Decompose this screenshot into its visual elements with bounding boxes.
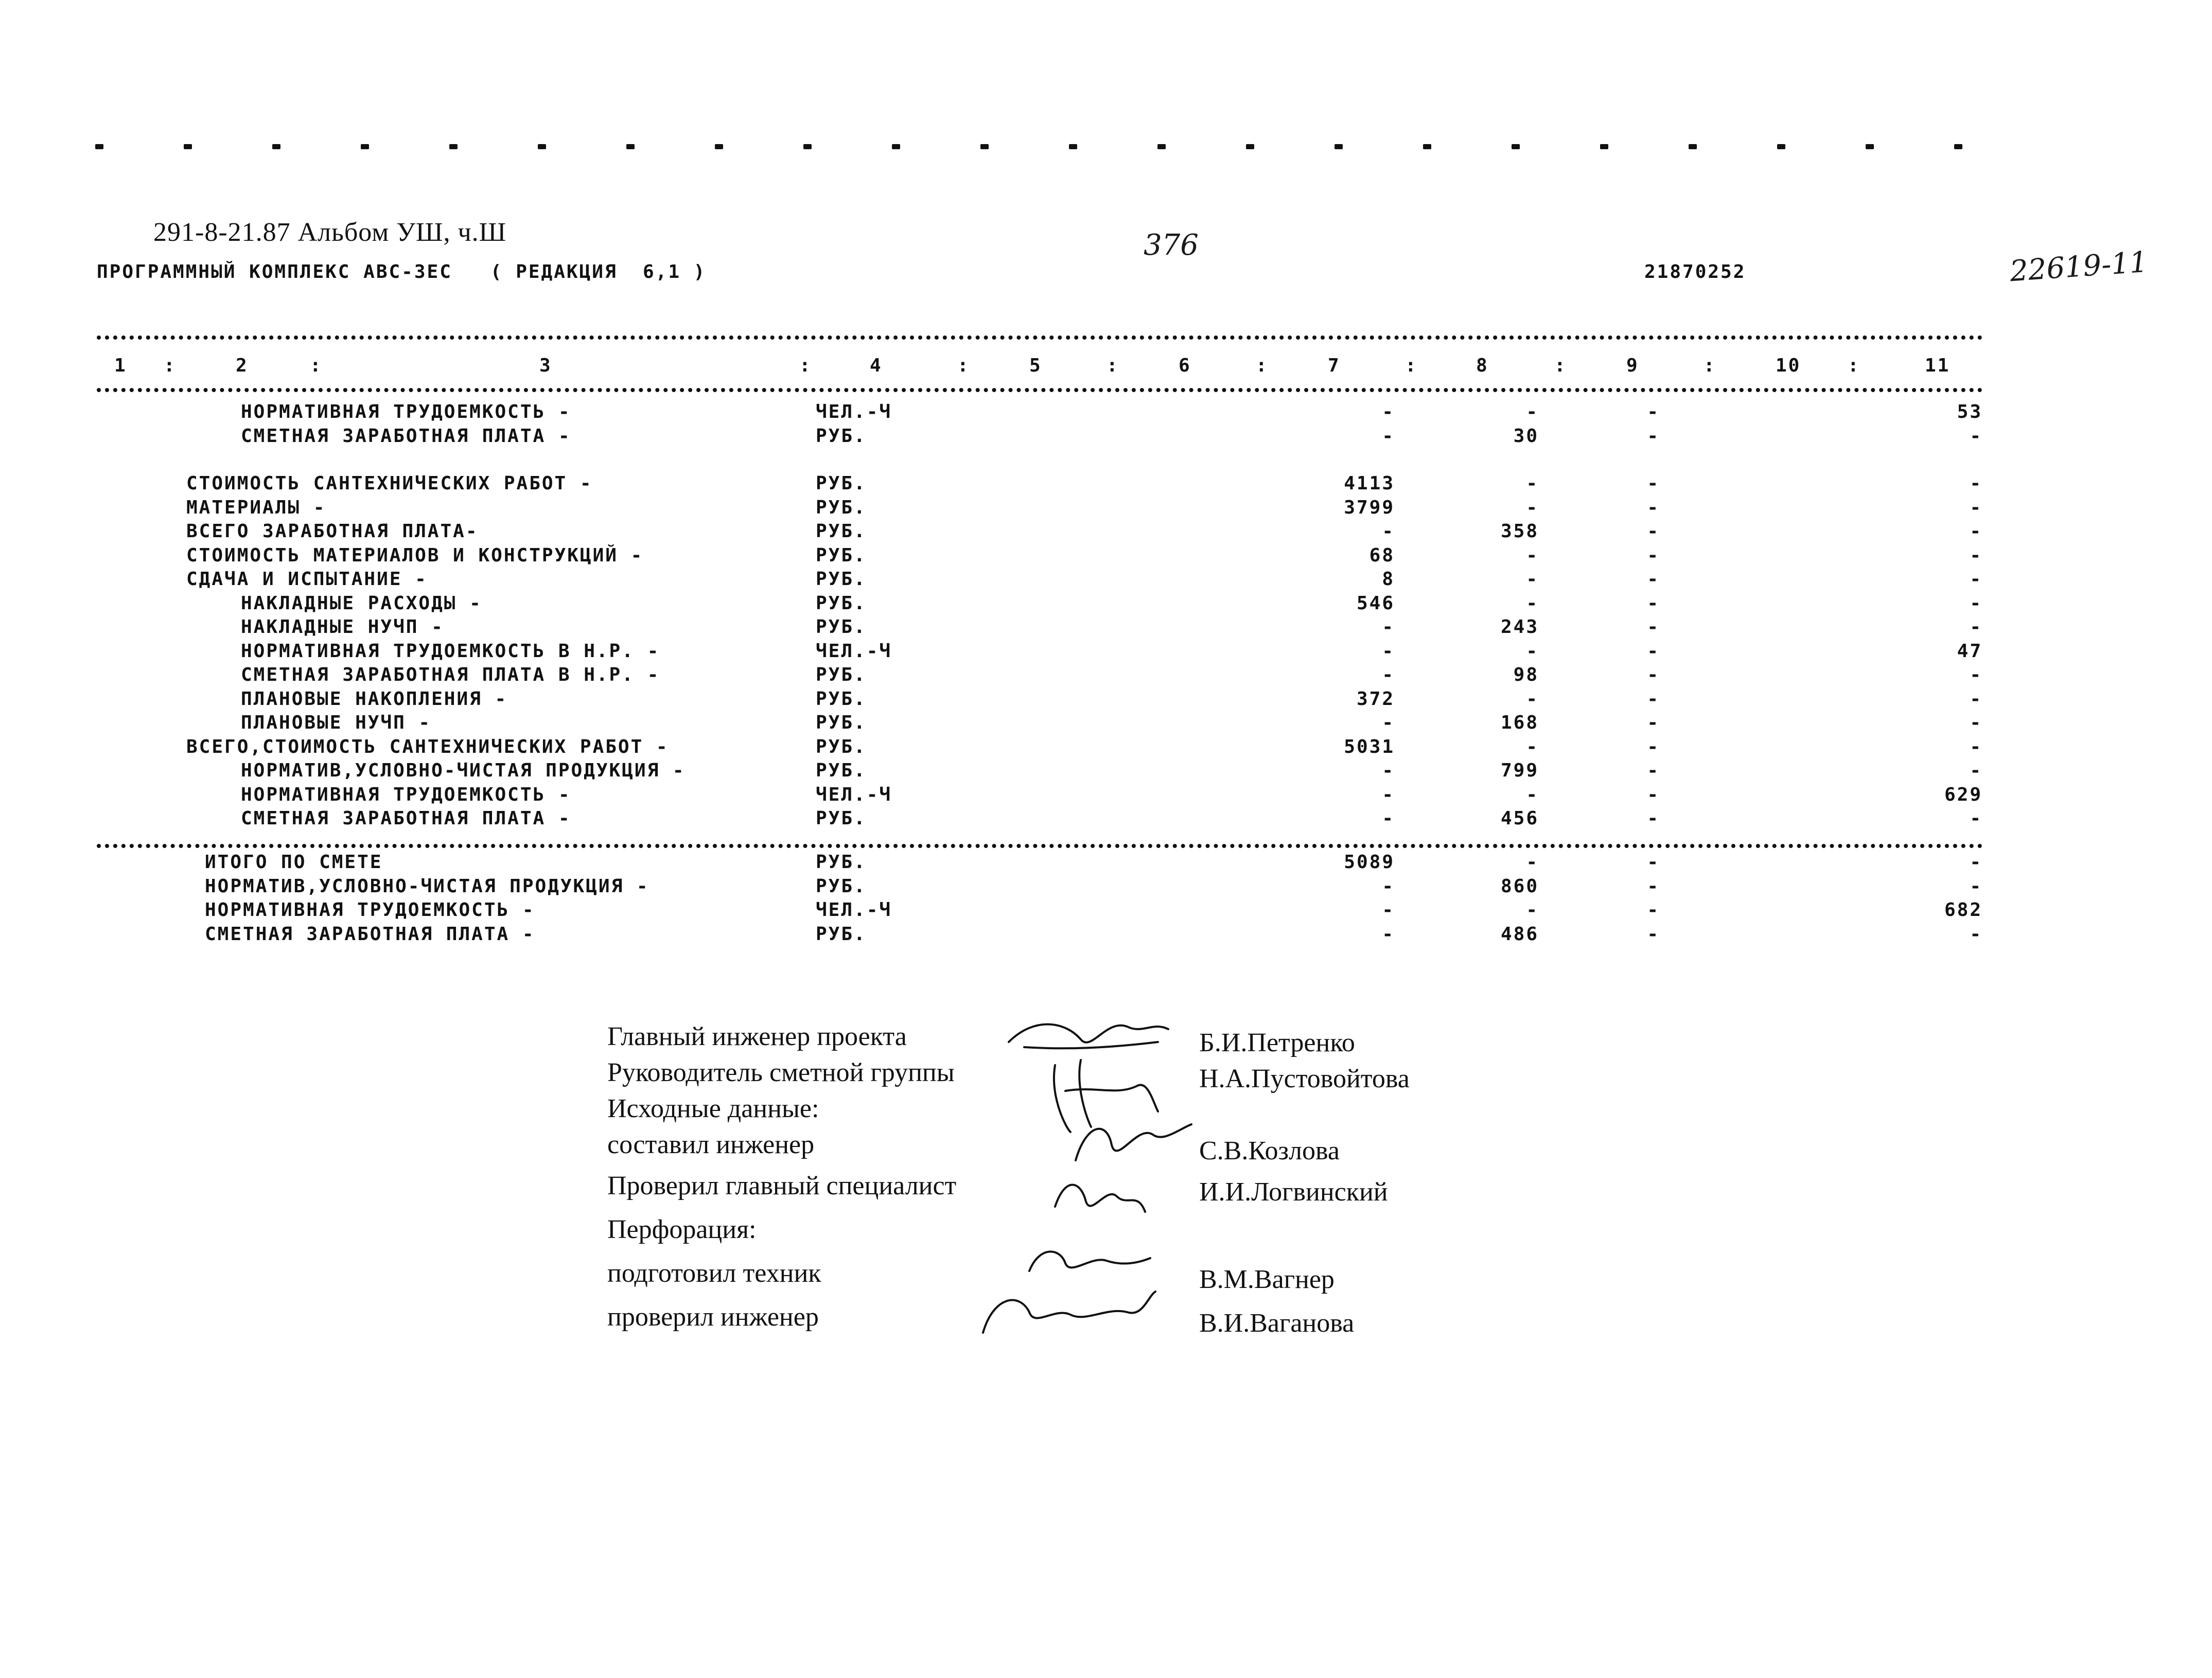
perforation-dot	[1335, 144, 1343, 149]
totals-separator-rule	[97, 844, 1983, 848]
table-row	[0, 736, 2212, 761]
unit-cell: РУБ.	[816, 712, 867, 733]
col11-cell: 53	[1957, 401, 1982, 422]
col9-cell: -	[1647, 784, 1660, 805]
column-separator: :	[1256, 355, 1269, 376]
col9-cell: -	[1647, 640, 1660, 662]
col7-cell: 8	[1382, 569, 1395, 590]
unit-cell: РУБ.	[816, 808, 867, 829]
col9-cell: -	[1647, 664, 1660, 685]
unit-cell: РУБ.	[816, 497, 867, 518]
perforation-dot	[1866, 144, 1874, 149]
column-separator: :	[957, 355, 970, 376]
unit-cell: РУБ.	[816, 569, 867, 590]
row-label: СМЕТНАЯ ЗАРАБОТНАЯ ПЛАТА -	[205, 923, 535, 945]
table-row	[0, 760, 2212, 785]
signature-role: Перфорация:	[607, 1215, 757, 1244]
col8-cell: 358	[1500, 521, 1539, 542]
col7-cell: -	[1382, 808, 1395, 829]
unit-cell: РУБ.	[816, 852, 867, 873]
col8-cell: -	[1526, 592, 1539, 614]
col7-cell: 3799	[1344, 497, 1395, 518]
row-label: НОРМАТИВНАЯ ТРУДОЕМКОСТЬ -	[241, 784, 571, 805]
col7-cell: -	[1382, 712, 1395, 733]
col11-cell: -	[1970, 875, 1982, 897]
column-separator: :	[1704, 355, 1716, 376]
col11-cell: -	[1970, 544, 1982, 566]
handwritten-signature	[1019, 1240, 1153, 1281]
col11-cell: -	[1970, 808, 1982, 829]
perforation-dot	[1600, 144, 1608, 149]
unit-cell: РУБ.	[816, 760, 867, 781]
perforation-dot	[1689, 144, 1697, 149]
col8-cell: -	[1526, 497, 1539, 518]
table-row	[0, 808, 2212, 833]
signature-role: Исходные данные:	[607, 1094, 819, 1123]
col8-cell: -	[1526, 736, 1539, 757]
column-separator: :	[1405, 355, 1418, 376]
col9-cell: -	[1647, 923, 1660, 945]
signatory-name: В.И.Ваганова	[1199, 1309, 1355, 1338]
unit-cell: ЧЕЛ.-Ч	[816, 784, 892, 805]
table-header-rule	[97, 388, 1983, 392]
col9-cell: -	[1647, 569, 1660, 590]
table-row	[0, 616, 2212, 641]
row-label: ВСЕГО ЗАРАБОТНАЯ ПЛАТА-	[186, 521, 479, 542]
col11-cell: -	[1970, 497, 1982, 518]
perforation-dot	[184, 144, 192, 149]
table-row	[0, 784, 2212, 809]
col8-cell: -	[1526, 473, 1539, 494]
col7-cell: 68	[1369, 544, 1395, 566]
handwritten-signature	[1060, 1114, 1194, 1171]
col11-cell: -	[1970, 736, 1982, 757]
table-row	[0, 401, 2212, 426]
unit-cell: РУБ.	[816, 425, 867, 447]
row-label: ВСЕГО,СТОИМОСТЬ САНТЕХНИЧЕСКИХ РАБОТ -	[186, 736, 669, 757]
handwritten-signature	[973, 1286, 1158, 1343]
table-row	[0, 641, 2212, 665]
table-row	[0, 924, 2212, 948]
signature-role: подготовил техник	[607, 1259, 821, 1288]
col9-cell: -	[1647, 544, 1660, 566]
signatory-name: Б.И.Петренко	[1199, 1028, 1355, 1057]
unit-cell: РУБ.	[816, 473, 867, 494]
table-row	[0, 664, 2212, 689]
col9-cell: -	[1647, 712, 1660, 733]
col8-cell: 243	[1500, 616, 1539, 638]
page-number: 376	[1144, 228, 1199, 262]
col11-cell: -	[1970, 592, 1982, 614]
column-number: 8	[1476, 355, 1489, 376]
col8-cell: -	[1526, 569, 1539, 590]
unit-cell: РУБ.	[816, 688, 867, 710]
perforation-dot	[1512, 144, 1520, 149]
column-number: 11	[1925, 355, 1951, 376]
col7-cell: -	[1382, 784, 1395, 805]
col11-cell: -	[1970, 425, 1982, 447]
row-label: ИТОГО ПО СМЕТЕ	[205, 852, 383, 873]
table-row	[0, 569, 2212, 593]
column-number: 3	[539, 355, 552, 376]
handwritten-signature	[1045, 1165, 1148, 1222]
perforation-dot	[272, 144, 280, 149]
col8-cell: 860	[1500, 875, 1539, 897]
col8-cell: 486	[1500, 923, 1539, 945]
row-label: СТОИМОСТЬ САНТЕХНИЧЕСКИХ РАБОТ -	[186, 473, 593, 494]
col11-cell: 629	[1944, 784, 1982, 805]
col7-cell: -	[1382, 616, 1395, 638]
printer-perforation-marks	[0, 144, 2212, 160]
col11-cell: 47	[1957, 640, 1982, 662]
row-label: НАКЛАДНЫЕ НУЧП -	[241, 616, 444, 638]
document-code: 291-8-21.87 Альбом УШ, ч.Ш	[153, 218, 507, 247]
column-number: 6	[1179, 355, 1191, 376]
col8-cell: -	[1526, 544, 1539, 566]
column-number: 5	[1029, 355, 1042, 376]
col11-cell: -	[1970, 664, 1982, 685]
perforation-dot	[361, 144, 369, 149]
column-separator: :	[1848, 355, 1860, 376]
unit-cell: РУБ.	[816, 664, 867, 685]
unit-cell: РУБ.	[816, 923, 867, 945]
col7-cell: -	[1382, 521, 1395, 542]
col9-cell: -	[1647, 401, 1660, 422]
column-number: 2	[236, 355, 249, 376]
col7-cell: -	[1382, 923, 1395, 945]
col8-cell: -	[1526, 640, 1539, 662]
col8-cell: -	[1526, 401, 1539, 422]
unit-cell: РУБ.	[816, 592, 867, 614]
signatory-name: С.В.Козлова	[1199, 1136, 1340, 1165]
col7-cell: -	[1382, 401, 1395, 422]
column-number: 4	[870, 355, 883, 376]
column-number: 9	[1626, 355, 1639, 376]
handwritten-signature	[1004, 1011, 1173, 1057]
table-row	[0, 426, 2212, 450]
signatory-name: Н.А.Пустовойтова	[1199, 1064, 1410, 1093]
perforation-dot	[449, 144, 458, 149]
perforation-dot	[1777, 144, 1785, 149]
table-row	[0, 593, 2212, 617]
perforation-dot	[803, 144, 812, 149]
row-label: НОРМАТИВ,УСЛОВНО-ЧИСТАЯ ПРОДУКЦИЯ -	[205, 875, 649, 897]
col9-cell: -	[1647, 899, 1660, 921]
col9-cell: -	[1647, 760, 1660, 781]
document-number: 21870252	[1644, 261, 1746, 282]
col7-cell: -	[1382, 425, 1395, 447]
table-row	[0, 497, 2212, 522]
col7-cell: -	[1382, 760, 1395, 781]
column-number: 1	[114, 355, 127, 376]
col7-cell: -	[1382, 899, 1395, 921]
column-separator: :	[310, 355, 323, 376]
table-row	[0, 852, 2212, 876]
col9-cell: -	[1647, 875, 1660, 897]
unit-cell: ЧЕЛ.-Ч	[816, 640, 892, 662]
signatory-name: В.М.Вагнер	[1199, 1265, 1335, 1294]
column-header-row	[0, 355, 2212, 381]
col8-cell: -	[1526, 899, 1539, 921]
col11-cell: -	[1970, 569, 1982, 590]
signature-role: Главный инженер проекта	[607, 1022, 907, 1051]
row-label: СМЕТНАЯ ЗАРАБОТНАЯ ПЛАТА -	[241, 808, 571, 829]
row-label: МАТЕРИАЛЫ -	[186, 497, 326, 518]
archive-number: 22619-11	[2009, 245, 2149, 289]
unit-cell: ЧЕЛ.-Ч	[816, 401, 892, 422]
col11-cell: -	[1970, 521, 1982, 542]
table-row	[0, 712, 2212, 737]
col8-cell: -	[1526, 688, 1539, 710]
signature-role: Проверил главный специалист	[607, 1171, 957, 1200]
col7-cell: -	[1382, 875, 1395, 897]
perforation-dot	[626, 144, 635, 149]
row-label: ПЛАНОВЫЕ НАКОПЛЕНИЯ -	[241, 688, 508, 710]
perforation-dot	[95, 144, 103, 149]
col8-cell: 456	[1500, 808, 1539, 829]
perforation-dot	[1423, 144, 1431, 149]
perforation-dot	[1246, 144, 1254, 149]
row-label: СМЕТНАЯ ЗАРАБОТНАЯ ПЛАТА -	[241, 425, 571, 447]
row-label: СТОИМОСТЬ МАТЕРИАЛОВ И КОНСТРУКЦИЙ -	[186, 544, 644, 566]
row-label: НОРМАТИВНАЯ ТРУДОЕМКОСТЬ -	[241, 401, 571, 422]
col11-cell: -	[1970, 616, 1982, 638]
signature-role: проверил инженер	[607, 1302, 819, 1332]
col9-cell: -	[1647, 592, 1660, 614]
row-label: НОРМАТИВНАЯ ТРУДОЕМКОСТЬ -	[205, 899, 535, 921]
column-number: 10	[1776, 355, 1801, 376]
unit-cell: РУБ.	[816, 521, 867, 542]
signatory-name: И.И.Логвинский	[1199, 1177, 1388, 1207]
col11-cell: -	[1970, 852, 1982, 873]
col9-cell: -	[1647, 473, 1660, 494]
unit-cell: РУБ.	[816, 616, 867, 638]
column-separator: :	[1107, 355, 1119, 376]
column-separator: :	[799, 355, 812, 376]
col9-cell: -	[1647, 425, 1660, 447]
col9-cell: -	[1647, 852, 1660, 873]
unit-cell: РУБ.	[816, 736, 867, 757]
unit-cell: РУБ.	[816, 875, 867, 897]
col7-cell: -	[1382, 664, 1395, 685]
table-row	[0, 545, 2212, 570]
perforation-dot	[1069, 144, 1077, 149]
col9-cell: -	[1647, 521, 1660, 542]
col9-cell: -	[1647, 497, 1660, 518]
table-top-rule	[97, 335, 1983, 340]
signature-role: Руководитель сметной группы	[607, 1058, 955, 1087]
row-label: НАКЛАДНЫЕ РАСХОДЫ -	[241, 592, 482, 614]
table-row	[0, 688, 2212, 713]
table-row	[0, 521, 2212, 545]
col11-cell: -	[1970, 712, 1982, 733]
col8-cell: 799	[1500, 760, 1539, 781]
perforation-dot	[715, 144, 723, 149]
table-row	[0, 876, 2212, 900]
col11-cell: 682	[1944, 899, 1982, 921]
column-number: 7	[1328, 355, 1341, 376]
col7-cell: 5031	[1344, 736, 1395, 757]
col11-cell: -	[1970, 688, 1982, 710]
perforation-dot	[1954, 144, 1962, 149]
table-row	[0, 473, 2212, 498]
col8-cell: 98	[1513, 664, 1539, 685]
column-separator: :	[1554, 355, 1567, 376]
perforation-dot	[980, 144, 989, 149]
row-label: НОРМАТИВНАЯ ТРУДОЕМКОСТЬ В Н.Р. -	[241, 640, 660, 662]
col8-cell: -	[1526, 784, 1539, 805]
program-title: ПРОГРАММНЫЙ КОМПЛЕКС АВС-ЗЕС ( РЕДАКЦИЯ 6,1 )	[97, 261, 707, 282]
row-label: НОРМАТИВ,УСЛОВНО-ЧИСТАЯ ПРОДУКЦИЯ -	[241, 760, 686, 781]
col7-cell: 546	[1356, 592, 1395, 614]
col7-cell: 372	[1356, 688, 1395, 710]
col9-cell: -	[1647, 688, 1660, 710]
unit-cell: РУБ.	[816, 544, 867, 566]
unit-cell: ЧЕЛ.-Ч	[816, 899, 892, 921]
col9-cell: -	[1647, 736, 1660, 757]
signature-role: составил инженер	[607, 1130, 815, 1159]
row-label: ПЛАНОВЫЕ НУЧП -	[241, 712, 432, 733]
col11-cell: -	[1970, 760, 1982, 781]
col7-cell: 4113	[1344, 473, 1395, 494]
col11-cell: -	[1970, 473, 1982, 494]
perforation-dot	[538, 144, 546, 149]
col9-cell: -	[1647, 616, 1660, 638]
col7-cell: 5089	[1344, 852, 1395, 873]
col8-cell: 30	[1513, 425, 1539, 447]
row-label: СДАЧА И ИСПЫТАНИЕ -	[186, 569, 428, 590]
col8-cell: 168	[1500, 712, 1539, 733]
col9-cell: -	[1647, 808, 1660, 829]
row-label: СМЕТНАЯ ЗАРАБОТНАЯ ПЛАТА В Н.Р. -	[241, 664, 660, 685]
table-row	[0, 899, 2212, 924]
col7-cell: -	[1382, 640, 1395, 662]
col8-cell: -	[1526, 852, 1539, 873]
perforation-dot	[892, 144, 900, 149]
col11-cell: -	[1970, 923, 1982, 945]
column-separator: :	[164, 355, 177, 376]
perforation-dot	[1157, 144, 1166, 149]
